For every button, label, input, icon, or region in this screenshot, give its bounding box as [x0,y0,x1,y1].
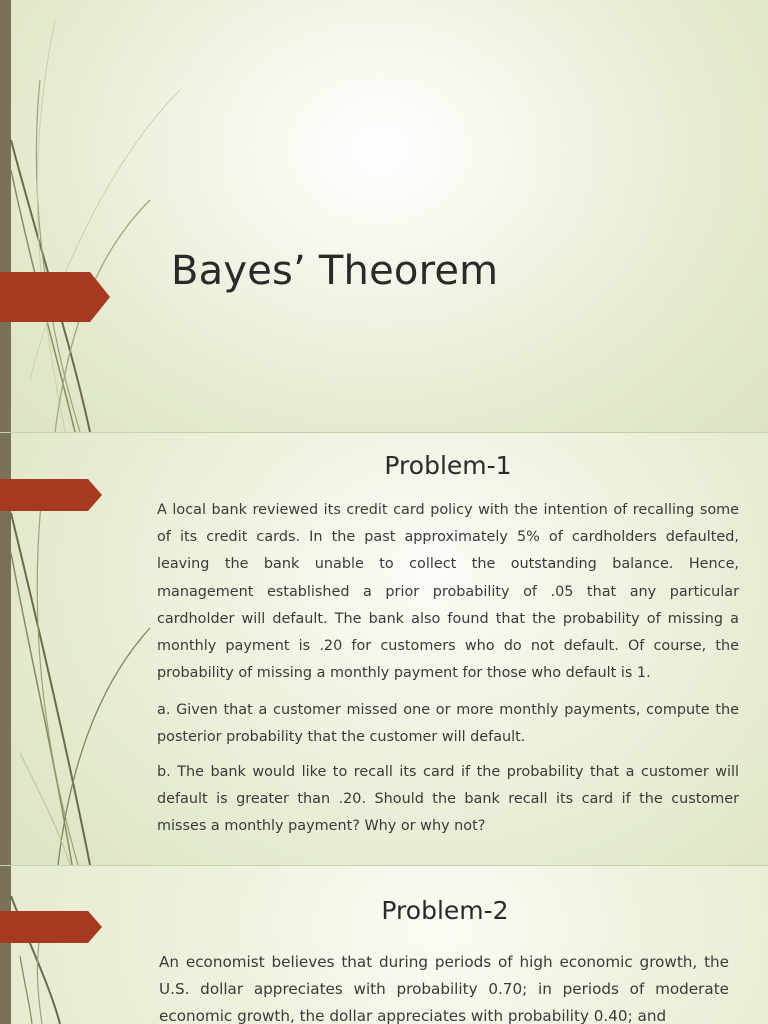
slide-title: Bayes’ Theorem [171,248,499,294]
problem-2-text: An economist believes that during periods of high economic growth, the U.S. dollar appreciates with probability 0.70; in periods of moderate economic growth, the dollar appreciates with probability 0.40; and [159,953,729,1024]
slide-1 [0,0,768,432]
problem-1-question-a: a. Given that a customer missed one or more monthly payments, compute the posterior probability that the customer will default. [157,702,739,746]
problem-2-title: Problem-2 [381,896,509,925]
slide-3 [0,866,768,1024]
problem-1-question-b: b. The bank would like to recall its card if the probability that a customer will default is greater than .20. Should the bank recall its card if the customer misses a monthly payment? Why or why not? [157,764,739,835]
swirl-decoration [0,0,200,432]
problem-1-title: Problem-1 [384,451,512,480]
problem-1-text: A local bank reviewed its credit card policy with the intention of recalling some of its credit cards. In the past approximately 5% of cardholders defaulted, leaving the bank unable to collect the outstanding balance. Hence, management established a prior probability of .05 that any particular cardholder will default. The bank also found that the probability of missing a monthly payment is .20 for customers who do not default. Of course, the probability of missing a monthly payment for those who default is 1. [157,502,739,682]
slide-2 [0,433,768,865]
slide-tab-marker [0,479,104,511]
slide-tab-marker [0,911,104,943]
slide-tab-marker [0,272,112,322]
